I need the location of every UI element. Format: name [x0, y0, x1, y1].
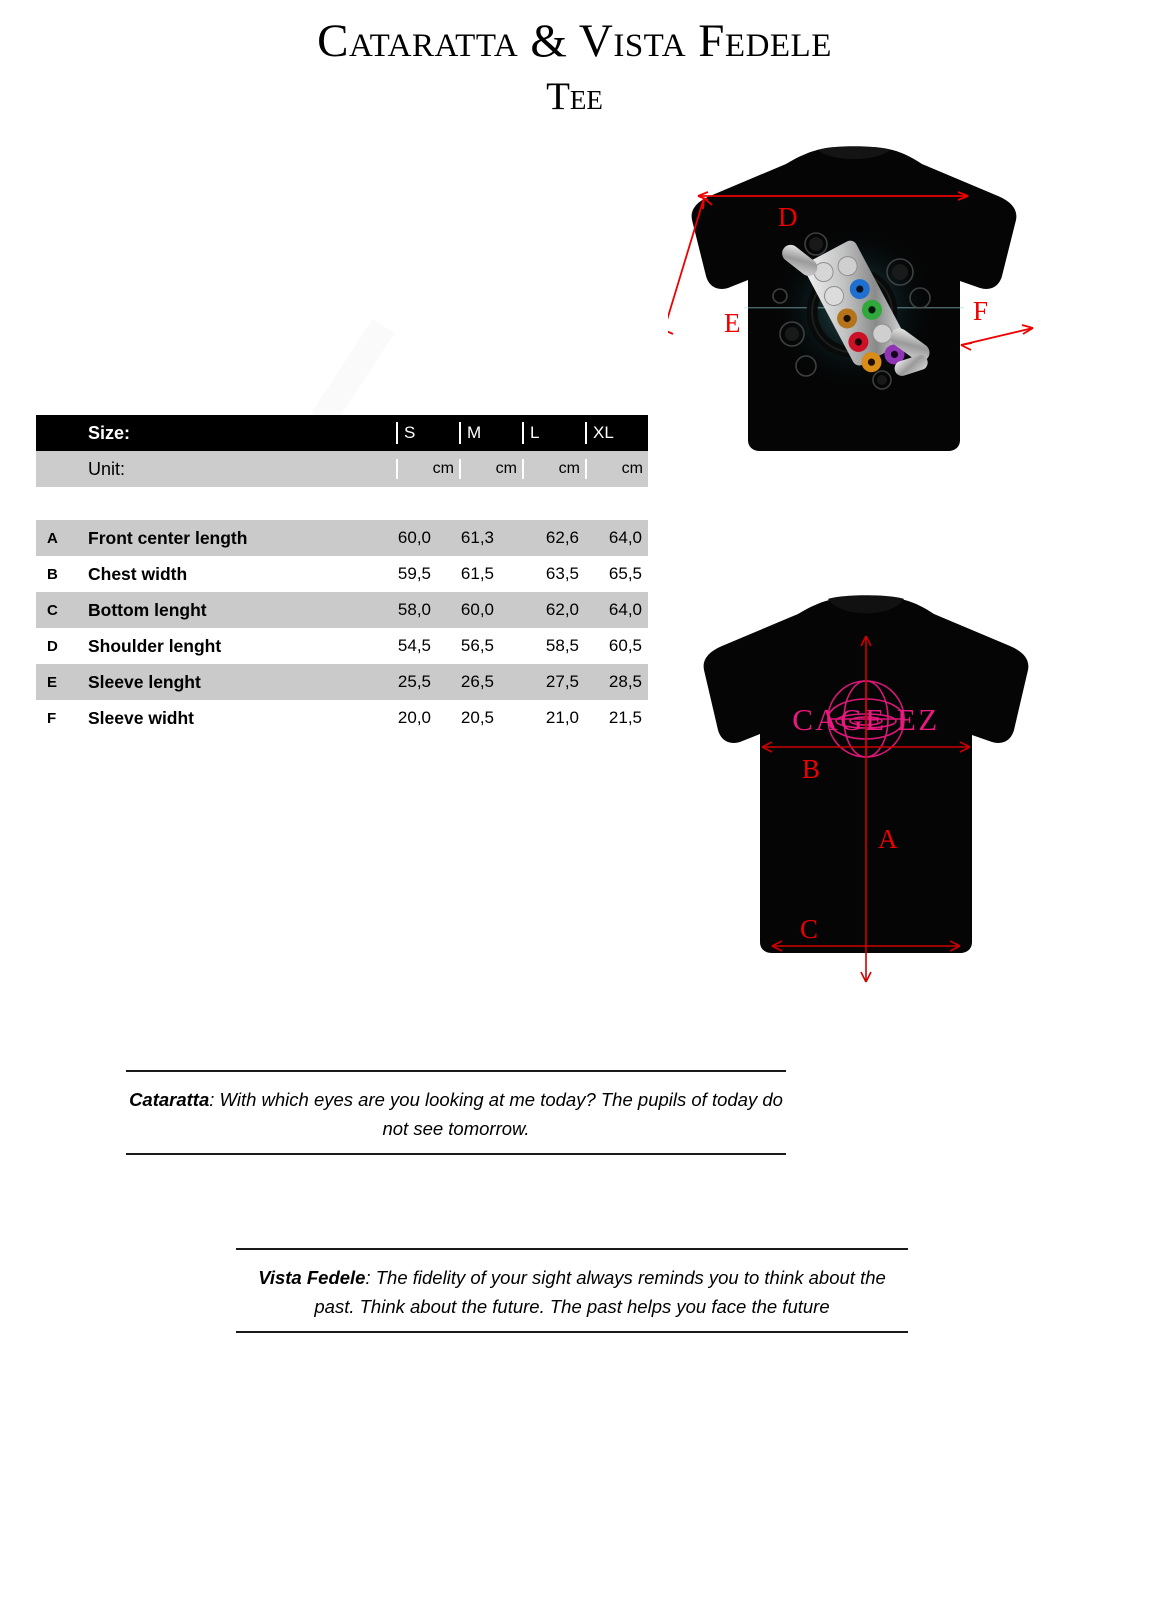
- marker-d: D: [778, 202, 798, 232]
- row-letter: E: [47, 673, 58, 691]
- row-value-xl: 60,5: [608, 636, 642, 655]
- row-value-l: 21,0: [545, 708, 579, 727]
- size-col-m: M: [459, 423, 522, 443]
- row-label: Chest width: [88, 563, 188, 584]
- size-col-l: L: [522, 423, 585, 443]
- row-value-m: 20,5: [460, 708, 494, 727]
- row-value-s: 59,5: [397, 564, 431, 583]
- quote-rule-bottom: [126, 1153, 786, 1155]
- back-tee-illustration: [668, 140, 1038, 560]
- row-value-m: 56,5: [460, 636, 494, 655]
- row-label: Sleeve lenght: [88, 671, 201, 692]
- row-value-m: 60,0: [460, 600, 494, 619]
- table-row: [36, 592, 648, 628]
- table-row: [36, 664, 648, 700]
- row-value-s: 25,5: [397, 672, 431, 691]
- row-value-m: 61,5: [460, 564, 494, 583]
- diagonal-watermark: [300, 325, 408, 417]
- row-value-l: 62,6: [545, 528, 579, 547]
- unit-col-s: cm: [396, 460, 459, 478]
- row-letter: F: [47, 709, 57, 727]
- size-col-s: S: [396, 423, 459, 443]
- row-value-l: 58,5: [545, 636, 579, 655]
- table-row: [36, 628, 648, 664]
- table-header-row: [36, 415, 648, 451]
- row-value-m: 26,5: [460, 672, 494, 691]
- front-tee-illustration: [680, 590, 1050, 990]
- quote-text: [236, 1250, 908, 1331]
- unit-col-xl: cm: [585, 460, 648, 478]
- table-row: [36, 700, 648, 736]
- row-value-s: 54,5: [397, 636, 431, 655]
- row-letter: C: [47, 601, 58, 619]
- title-main: Cataratta & Vista Fedele: [317, 15, 832, 67]
- row-value-l: 63,5: [545, 564, 579, 583]
- row-label: Sleeve widht: [88, 707, 195, 728]
- row-value-m: 61,3: [460, 528, 494, 547]
- marker-c: C: [800, 914, 819, 944]
- row-value-s: 20,0: [397, 708, 431, 727]
- quote-body: : With which eyes are you looking at me today? The pupils of today do not see tomorrow.: [209, 1089, 783, 1139]
- quote-name: Cataratta: [129, 1089, 210, 1110]
- size-label: Size:: [88, 422, 131, 443]
- row-label: Front center length: [88, 527, 248, 548]
- row-value-xl: 28,5: [608, 672, 642, 691]
- row-value-xl: 21,5: [608, 708, 642, 727]
- front-wordmark-text: CAGE EZ: [792, 702, 940, 737]
- table-row: [36, 520, 648, 556]
- row-value-s: 60,0: [397, 528, 431, 547]
- table-unit-row: [36, 451, 648, 487]
- row-letter: B: [47, 565, 58, 583]
- quote-body: : The fidelity of your sight always reminds you to think about the past. Think about the future. The past helps you face the future: [314, 1267, 886, 1317]
- quote-text: [126, 1072, 786, 1153]
- row-label: Shoulder lenght: [88, 635, 222, 656]
- row-letter: D: [47, 637, 58, 655]
- size-col-xl: XL: [585, 423, 648, 443]
- quote-cataratta: [126, 1070, 786, 1155]
- table-row: [36, 556, 648, 592]
- marker-a: A: [878, 824, 898, 854]
- unit-col-l: cm: [522, 460, 585, 478]
- unit-label: Unit:: [88, 458, 126, 479]
- row-label: Bottom lenght: [88, 599, 207, 620]
- marker-f: F: [973, 296, 989, 326]
- marker-b: B: [802, 754, 821, 784]
- row-value-xl: 65,5: [608, 564, 642, 583]
- title-subtitle: Tee: [546, 75, 603, 118]
- quote-name: Vista Fedele: [258, 1267, 366, 1288]
- size-chart-table: [36, 415, 648, 487]
- quote-vista-fedele: [236, 1248, 908, 1333]
- row-value-xl: 64,0: [608, 600, 642, 619]
- marker-e: E: [724, 308, 741, 338]
- size-chart-body: [36, 520, 648, 736]
- row-value-s: 58,0: [397, 600, 431, 619]
- row-value-l: 62,0: [545, 600, 579, 619]
- row-value-l: 27,5: [545, 672, 579, 691]
- unit-col-m: cm: [459, 460, 522, 478]
- page-title: [0, 15, 1149, 118]
- row-value-xl: 64,0: [608, 528, 642, 547]
- quote-rule-bottom: [236, 1331, 908, 1333]
- row-letter: A: [47, 529, 58, 547]
